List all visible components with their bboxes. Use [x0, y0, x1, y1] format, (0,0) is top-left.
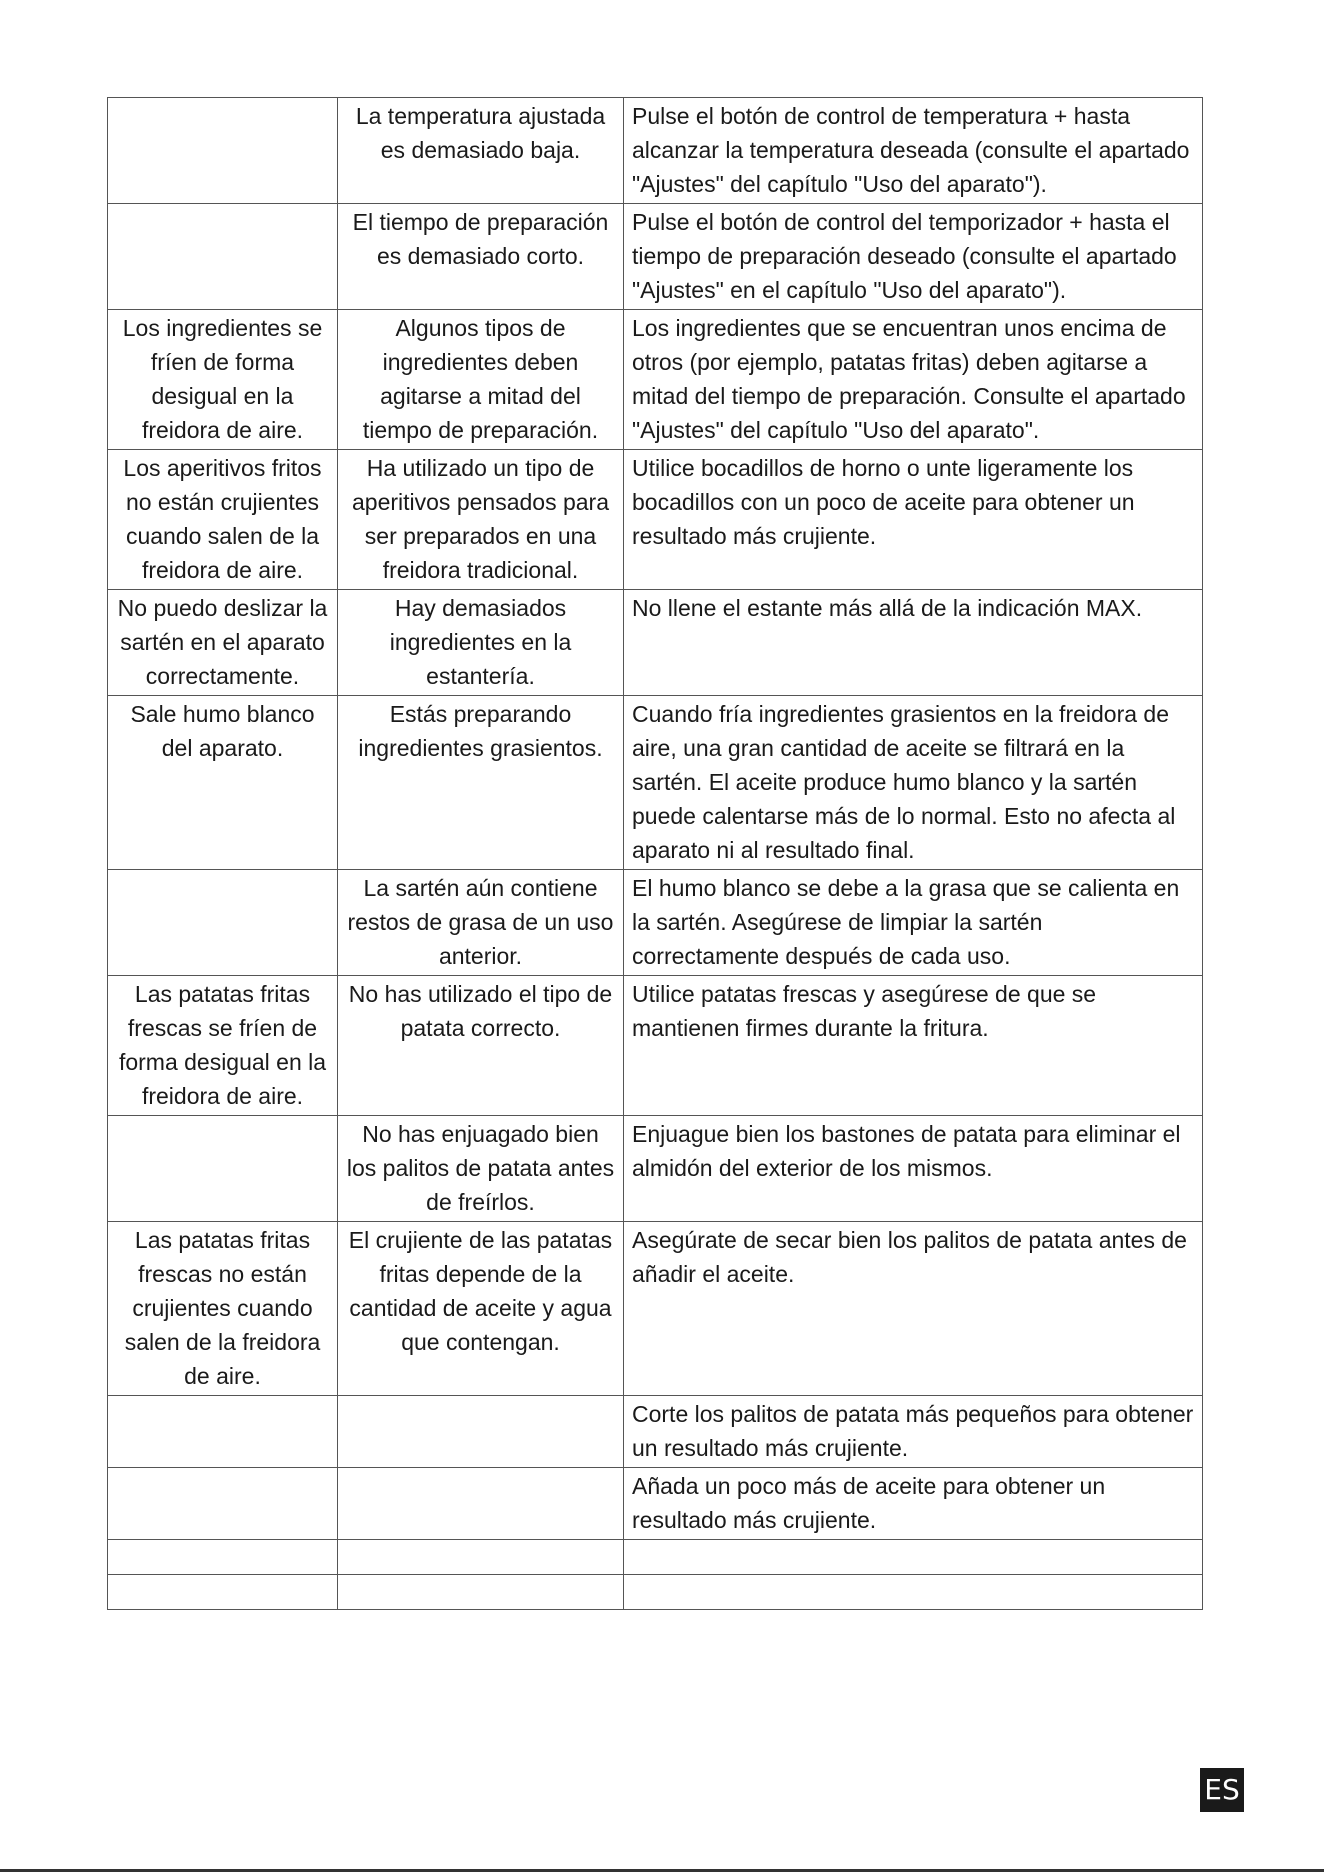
table-row — [108, 1116, 1203, 1222]
problem-cell: No puedo deslizar la sartén en el aparato correctamente. — [108, 590, 338, 696]
table-row — [108, 696, 1203, 870]
problem-cell — [108, 204, 338, 310]
problem-cell — [108, 1396, 338, 1468]
cause-cell — [338, 1575, 624, 1610]
table-row — [108, 976, 1203, 1116]
table-row — [108, 450, 1203, 590]
solution-cell: Utilice patatas frescas y asegúrese de que se mantienen firmes durante la fritura. — [624, 976, 1203, 1116]
table-row — [108, 590, 1203, 696]
problem-cell — [108, 1540, 338, 1575]
cause-cell: No has utilizado el tipo de patata correcto. — [338, 976, 624, 1116]
cause-cell — [338, 1396, 624, 1468]
solution-cell: Enjuague bien los bastones de patata para eliminar el almidón del exterior de los mismos. — [624, 1116, 1203, 1222]
cause-cell — [338, 1468, 624, 1540]
cause-cell: La sartén aún contiene restos de grasa de un uso anterior. — [338, 870, 624, 976]
table-row — [108, 1468, 1203, 1540]
cause-cell: Hay demasiados ingredientes en la estantería. — [338, 590, 624, 696]
solution-cell: Pulse el botón de control de temperatura + hasta alcanzar la temperatura deseada (consulte el apartado "Ajustes" del capítulo "Uso del aparato"). — [624, 98, 1203, 204]
solution-cell: Pulse el botón de control del temporizador + hasta el tiempo de preparación deseado (consulte el apartado "Ajustes" en el capítulo "Uso del aparato"). — [624, 204, 1203, 310]
solution-cell: Corte los palitos de patata más pequeños para obtener un resultado más crujiente. — [624, 1396, 1203, 1468]
solution-cell: Utilice bocadillos de horno o unte ligeramente los bocadillos con un poco de aceite para obtener un resultado más crujiente. — [624, 450, 1203, 590]
problem-cell: Los aperitivos fritos no están crujientes cuando salen de la freidora de aire. — [108, 450, 338, 590]
solution-cell: No llene el estante más allá de la indicación MAX. — [624, 590, 1203, 696]
cause-cell: No has enjuagado bien los palitos de patata antes de freírlos. — [338, 1116, 624, 1222]
table-row — [108, 204, 1203, 310]
solution-cell: Los ingredientes que se encuentran unos encima de otros (por ejemplo, patatas fritas) deben agitarse a mitad del tiempo de preparación. Consulte el apartado "Ajustes" del capítulo "Uso del aparato". — [624, 310, 1203, 450]
troubleshooting-table — [107, 97, 1203, 1610]
problem-cell — [108, 870, 338, 976]
table-row — [108, 1540, 1203, 1575]
troubleshooting-table-body — [108, 98, 1203, 1610]
problem-cell — [108, 1116, 338, 1222]
cause-cell: El crujiente de las patatas fritas depende de la cantidad de aceite y agua que contengan. — [338, 1222, 624, 1396]
problem-cell — [108, 98, 338, 204]
problem-cell: Las patatas fritas frescas no están crujientes cuando salen de la freidora de aire. — [108, 1222, 338, 1396]
problem-cell: Sale humo blanco del aparato. — [108, 696, 338, 870]
problem-cell — [108, 1575, 338, 1610]
table-row — [108, 1396, 1203, 1468]
problem-cell — [108, 1468, 338, 1540]
problem-cell: Las patatas fritas frescas se fríen de forma desigual en la freidora de aire. — [108, 976, 338, 1116]
problem-cell: Los ingredientes se fríen de forma desigual en la freidora de aire. — [108, 310, 338, 450]
cause-cell: Algunos tipos de ingredientes deben agitarse a mitad del tiempo de preparación. — [338, 310, 624, 450]
cause-cell: La temperatura ajustada es demasiado baja. — [338, 98, 624, 204]
table-row — [108, 310, 1203, 450]
cause-cell: Ha utilizado un tipo de aperitivos pensados para ser preparados en una freidora tradicional. — [338, 450, 624, 590]
table-row — [108, 1222, 1203, 1396]
table-row — [108, 870, 1203, 976]
solution-cell — [624, 1540, 1203, 1575]
solution-cell: El humo blanco se debe a la grasa que se calienta en la sartén. Asegúrese de limpiar la sartén correctamente después de cada uso. — [624, 870, 1203, 976]
table-row — [108, 1575, 1203, 1610]
solution-cell: Cuando fría ingredientes grasientos en la freidora de aire, una gran cantidad de aceite se filtrará en la sartén. El aceite produce humo blanco y la sartén puede calentarse más de lo normal. Esto no afecta al aparato ni al resultado final. — [624, 696, 1203, 870]
cause-cell: El tiempo de preparación es demasiado corto. — [338, 204, 624, 310]
solution-cell — [624, 1575, 1203, 1610]
cause-cell: Estás preparando ingredientes grasientos. — [338, 696, 624, 870]
solution-cell: Asegúrate de secar bien los palitos de patata antes de añadir el aceite. — [624, 1222, 1203, 1396]
language-badge: ES — [1200, 1768, 1244, 1812]
solution-cell: Añada un poco más de aceite para obtener un resultado más crujiente. — [624, 1468, 1203, 1540]
table-row — [108, 98, 1203, 204]
cause-cell — [338, 1540, 624, 1575]
